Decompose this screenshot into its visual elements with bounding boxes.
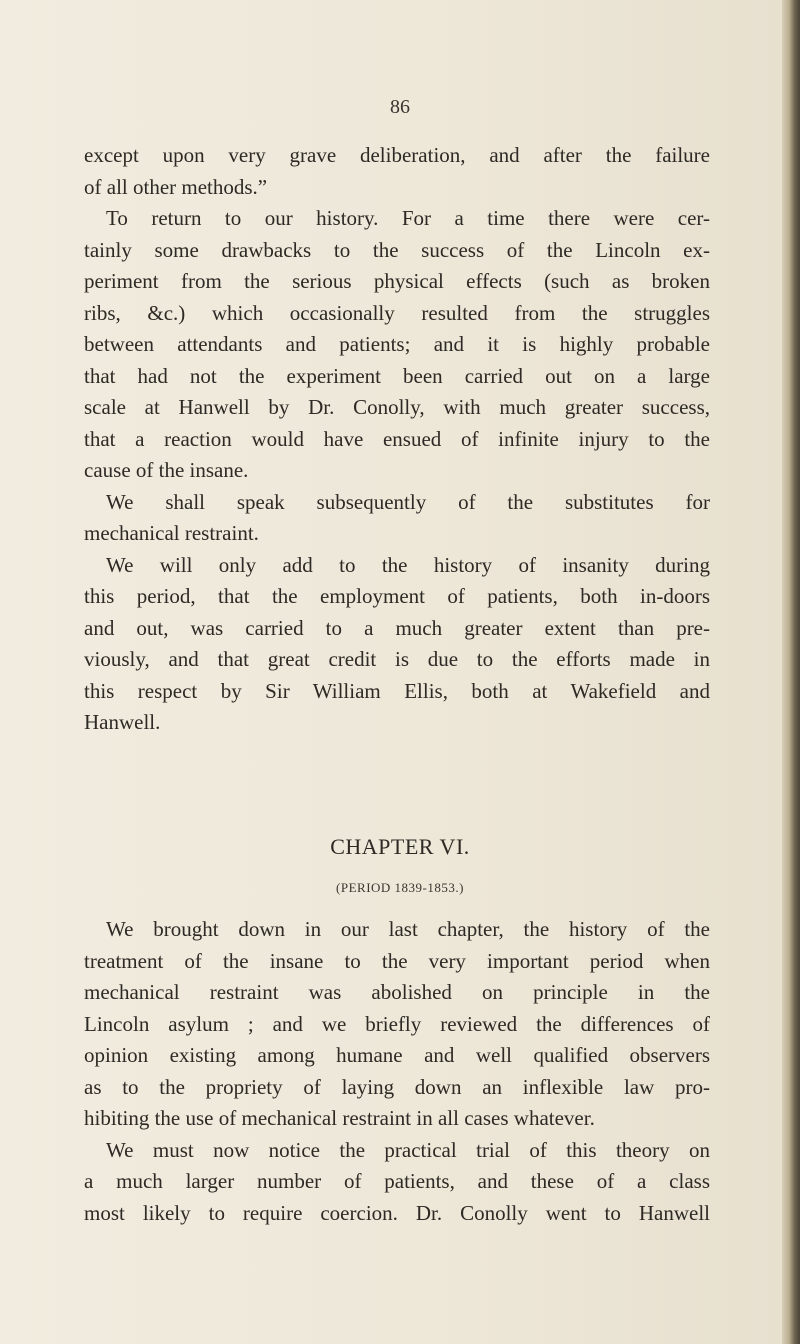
chapter-heading: CHAPTER VI.: [330, 834, 470, 859]
text-line: We shall speak subsequently of the substitutes for: [106, 489, 710, 514]
text-line: We brought down in our last chapter, the history of the: [106, 917, 710, 941]
chapter-period: (PERIOD 1839-1853.): [336, 880, 464, 895]
text-line: opinion existing among humane and well qualified observers: [84, 1043, 710, 1067]
text-line: this respect by Sir William Ellis, both at Wakefield and: [84, 678, 710, 703]
paragraphs-bottom: [84, 914, 710, 1229]
text-line: this period, that the employment of patients, both in-doors: [84, 584, 710, 608]
text-line: as to the propriety of laying down an inflexible law pro-: [84, 1074, 710, 1099]
page-edge: [782, 0, 800, 1344]
text-line: except upon very grave deliberation, and after the failure: [84, 143, 710, 167]
text-line: ribs, &c.) which occasionally resulted from the struggles: [84, 300, 710, 325]
text-line: that had not the experiment been carried out on a large: [84, 363, 710, 388]
paragraphs-top: [84, 140, 710, 739]
text-line: mechanical restraint was abolished on principle in the: [84, 980, 710, 1004]
text-line: most likely to require coercion. Dr. Conolly went to Hanwell: [84, 1200, 710, 1225]
text-line: viously, and that great credit is due to the efforts made in: [84, 647, 710, 671]
text-line: that a reaction would have ensued of infinite injury to the: [84, 426, 710, 451]
text-line: Lincoln asylum ; and we briefly reviewed the differences of: [84, 1011, 710, 1036]
text-line: scale at Hanwell by Dr. Conolly, with much greater success,: [84, 395, 710, 419]
text-line: hibiting the use of mechanical restraint in all cases whatever.: [84, 1106, 595, 1130]
text-line: tainly some drawbacks to the success of the Lincoln ex-: [84, 237, 710, 262]
text-line: To return to our history. For a time there were cer-: [106, 206, 710, 230]
text-line: Hanwell.: [84, 710, 161, 734]
text-line: We will only add to the history of insanity during: [106, 552, 710, 577]
text-line: cause of the insane.: [84, 458, 249, 482]
text-line: between attendants and patients; and it is highly probable: [84, 332, 710, 356]
page-number: 86: [390, 96, 410, 118]
text-line: periment from the serious physical effects (such as broken: [84, 269, 710, 293]
text-line: of all other methods.”: [84, 174, 268, 199]
text-line: treatment of the insane to the very important period when: [84, 948, 710, 973]
text-line: mechanical restraint.: [84, 521, 259, 545]
text-line: and out, was carried to a much greater extent than pre-: [84, 615, 710, 640]
text-line: a much larger number of patients, and these of a class: [84, 1169, 710, 1193]
text-line: We must now notice the practical trial of this theory on: [106, 1137, 710, 1162]
